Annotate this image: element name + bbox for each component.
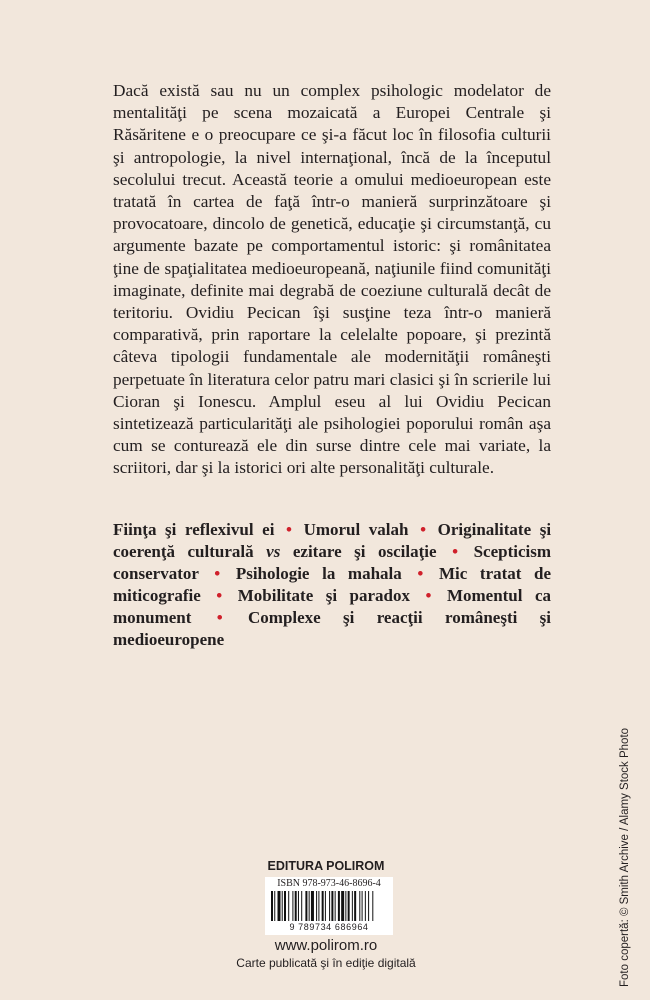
- bullet-separator: •: [452, 542, 459, 561]
- bullet-separator: •: [214, 564, 221, 583]
- chapter-item: Mobilitate şi paradox: [237, 586, 411, 605]
- chapter-item-vs: vs: [266, 542, 281, 561]
- chapter-list: [113, 519, 551, 651]
- chapter-item: Psihologie la mahala: [235, 564, 402, 583]
- bullet-separator: •: [417, 564, 424, 583]
- chapter-item: Complexe şi reacţii româneşti şi medioeuropene: [113, 608, 552, 649]
- chapter-item: Originalitate şi coerenţă culturală: [113, 520, 552, 561]
- bullet-separator: •: [216, 586, 223, 605]
- publisher-name: EDITURA POLIROM: [267, 859, 385, 873]
- book-description: Dacă există sau nu un complex psihologic modelator de mentalităţi pe scena mozaicată a Europei Centrale şi Răsăritene e o preocupare ce şi-a făcut loc în filosofia culturii şi antropologie, la nivel internaţional, încă de la începutul secolului trecut. Această teorie a omului medioeuropean este tratată în cartea de faţă într-o manieră surprinzătoare şi provocatoare, dincolo de genetică, educaţie şi circumstanţă, cu argumente bazate pe comportamentul istoric: şi românitatea ţine de spaţialitatea medioeuropeană, naţiunile fiind comunităţi imaginate, definite mai degrabă de coeziune culturală decât de teritoriu. Ovidiu Pecican îşi susţine teza într-o manieră comparativă, prin raportare la celelalte popoare, şi prezintă câteva tipologii fundamentale ale modernităţii româneşti perpetuate în literatura celor patru mari clasici şi în scrierile lui Cioran şi Ionescu. Amplul eseu al lui Ovidiu Pecican sintetizează particularităţi ale psihologiei poporului român aşa cum se conturează ele din surse dintre cele mai variate, la scriitori, dar şi la istorici ori alte personalităţi culturale.: [113, 81, 551, 478]
- publisher-website: www.polirom.ro: [274, 937, 378, 954]
- cover-photo-credit: Foto copertă: © Smith Archive / Alamy Stock Photo: [619, 727, 631, 987]
- barcode-digits: 9 789734 686964: [289, 922, 369, 932]
- bullet-separator: •: [216, 608, 223, 627]
- chapter-item: Scepticism conservator: [113, 542, 552, 583]
- chapter-item: Umorul valah: [303, 520, 409, 539]
- chapter-item: Fiinţa şi reflexivul ei: [113, 520, 275, 539]
- isbn-number: ISBN 978-973-46-8696-4: [277, 878, 381, 889]
- chapter-item: Momentul ca monument: [113, 586, 552, 627]
- digital-edition-note: Carte publicată şi în ediţie digitală: [236, 956, 416, 970]
- barcode-icon: [271, 891, 387, 921]
- isbn-barcode: [265, 877, 393, 935]
- chapter-item: ezitare şi oscilaţie: [292, 542, 437, 561]
- bullet-separator: •: [420, 520, 427, 539]
- chapter-item: Mic tratat de miticografie: [113, 564, 552, 605]
- bullet-separator: •: [286, 520, 292, 539]
- bullet-separator: •: [425, 586, 432, 605]
